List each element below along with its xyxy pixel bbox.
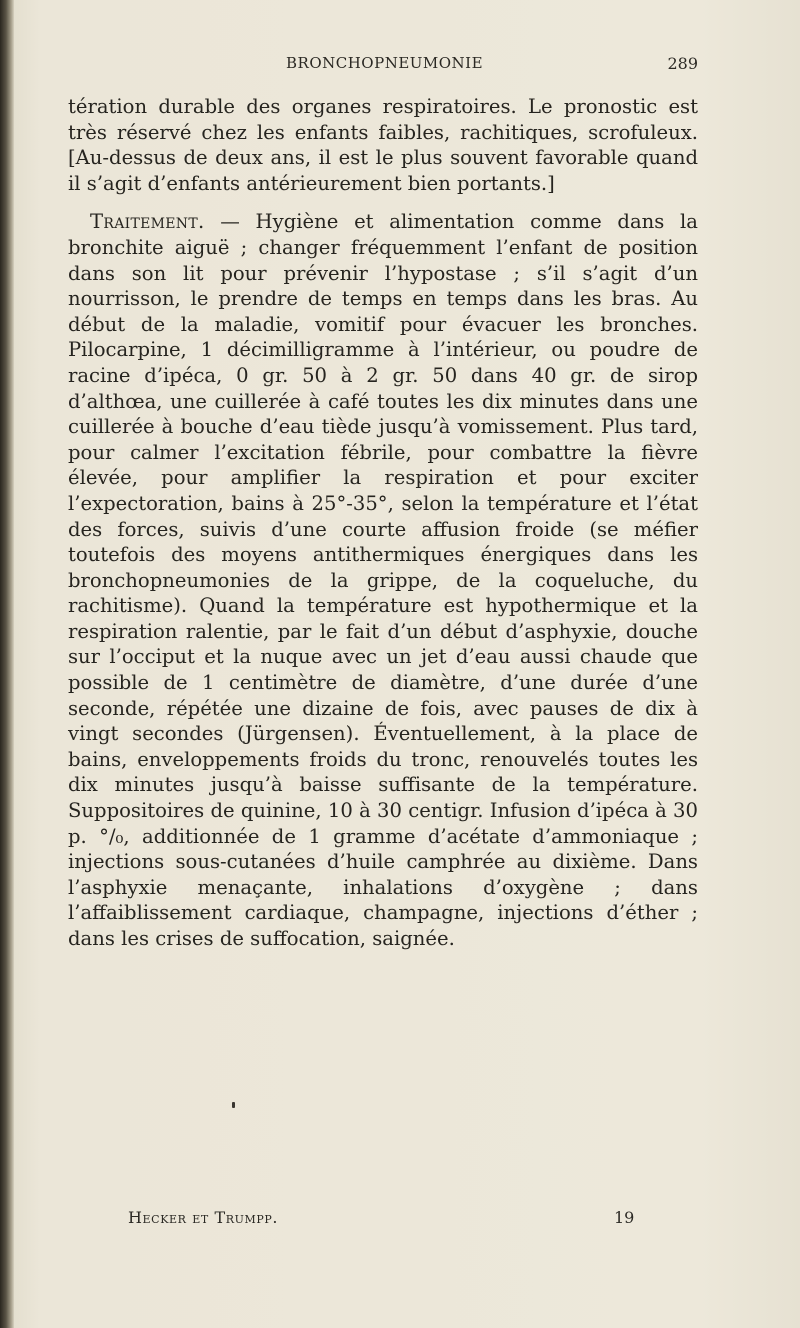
signature-mark: 19 <box>614 1208 635 1227</box>
paragraph-prognosis: tération durable des organes respiratoires. Le pronostic est très réservé chez les enfants faibles, rachitiques, scrofuleux. [Au-dessus de deux ans, il est le plus souvent favorable quand il s’agit d’enfants antérieurement bien portants.] <box>68 95 698 195</box>
print-speck <box>232 1102 235 1108</box>
treatment-text-part-1: — Hygiène et alimentation comme dans la bronchite aiguë ; changer fréquemment l’enfant de position dans son lit pour prévenir l’hypostase ; s’il s’agit d’un nourrisson, le prendre de temps en temps dans les bras. Au début de la maladie, vomitif pour évacuer les bronches. Pilocarpine, 1 décimilligramme à l’intérieur, ou poudre de racine d’ipéca, 0 gr. 50 à 2 gr. 50 dans 40 gr. de sirop d’althœa, une cuillerée à café toutes les dix minutes dans une cuillerée à bouche d’eau tiède jusqu’à vomissement. Plus tard, pour calmer l’excitation fébrile, pour combattre la fièvre élevée, pour amplifier la respiration et pour exciter l’expectoration, bains à 25°-35°, selon la température et l’état des forces, suivis d’une courte affusion froide (se méfier toutefois des moyens antithermiques énergiques dans les bronchopneumonies de la grippe, de la coqueluche, du rachitisme). Quand la température est hypothermique et la respiration ralentie, par le fait d’un début d’asphyxie, douche sur l’occiput et la nuque avec un jet d’eau aussi chaude que possible de 1 centimètre de diamètre, d’une durée d’une seconde, répétée une dizaine de fois, avec pauses de dix à vingt secondes (Jürgensen). Éventuellement, à la place de bains, enveloppements froids du tronc, renouvelés toutes les dix minutes jusqu’à baisse suffisante de la température. Suppositoires de quinine, 10 à 30 centigr. Infusion d’ipéca à 30 p. <box>68 210 698 848</box>
footer-authors: Hecker et Trumpp. <box>128 1208 279 1227</box>
page-footer <box>68 1208 698 1232</box>
running-title: BRONCHOPNEUMONIE <box>286 54 484 72</box>
paragraph-treatment <box>68 209 698 951</box>
treatment-text-part-2: , additionnée de 1 gramme d’acétate d’ammoniaque ; injections sous-cutanées d’huile camphrée au dixième. Dans l’asphyxie menaçante, inhalations d’oxygène ; dans l’affaiblissement cardiaque, champagne, injections d’éther ; dans les crises de suffocation, saignée. <box>68 824 699 950</box>
per-mille-fraction: °/₀ <box>99 824 124 848</box>
page-number: 289 <box>667 54 698 73</box>
book-spine-shadow <box>0 0 14 1328</box>
body-text <box>68 94 698 952</box>
page-header <box>68 54 698 78</box>
section-heading-traitement: Traitement. <box>90 210 205 234</box>
